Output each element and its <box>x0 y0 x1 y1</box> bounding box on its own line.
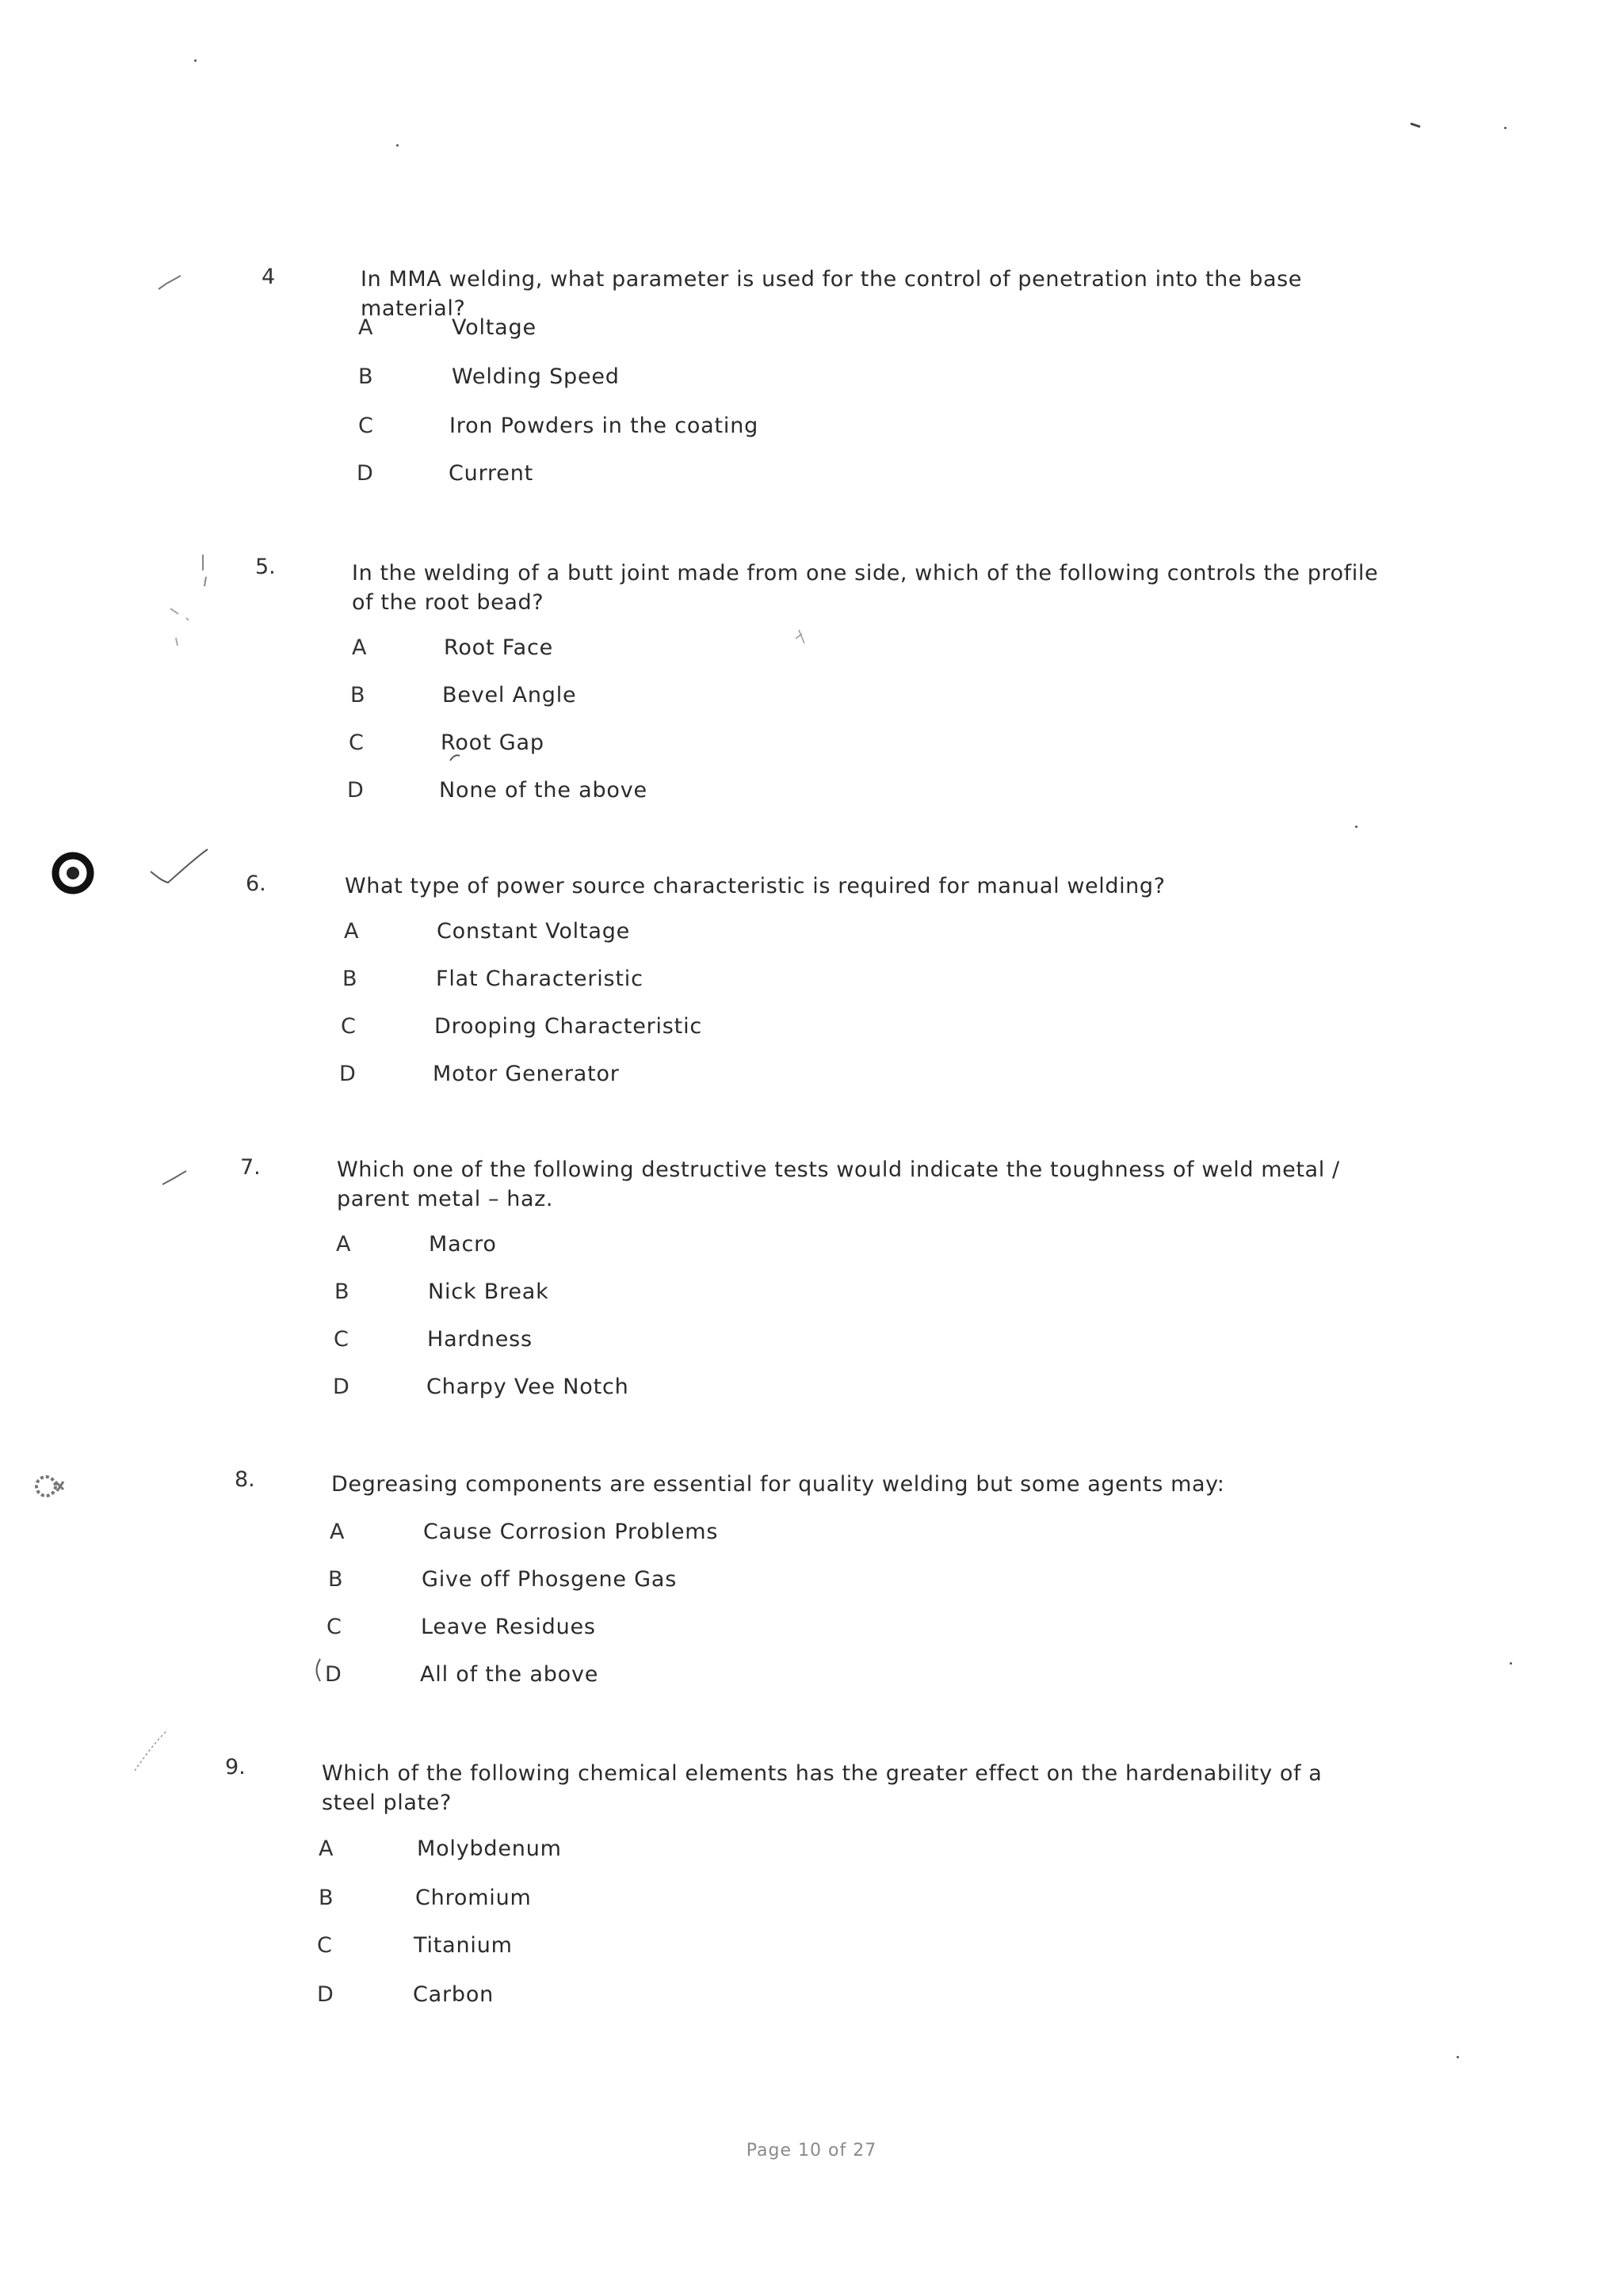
checkmark-icon <box>158 276 181 289</box>
option-letter: D <box>333 1375 349 1399</box>
option-text: All of the above <box>420 1662 599 1687</box>
question-text: Which one of the following destructive tests would indicate the toughness of weld metal / parent metal – haz. <box>337 1158 1340 1211</box>
option-letter: B <box>328 1567 343 1592</box>
option-letter: C <box>334 1327 349 1352</box>
option-text: Motor Generator <box>433 1062 620 1086</box>
page-footer: Page 10 of 27 <box>746 2141 877 2161</box>
pencil-mark-icon <box>203 555 206 586</box>
option-text: Bevel Angle <box>442 683 577 707</box>
option-text: Root Gap <box>441 730 544 755</box>
option-text: Root Face <box>444 635 554 660</box>
option-text: Chromium <box>415 1886 532 1910</box>
question-number: 4 <box>262 265 276 289</box>
checkmark-icon <box>151 849 208 883</box>
question-number: 7. <box>240 1155 261 1180</box>
option-text: Charpy Vee Notch <box>426 1375 629 1399</box>
question-text: Which of the following chemical elements has the greater effect on the hardenability of a steel plate? <box>322 1761 1323 1815</box>
question-number: 9. <box>225 1755 246 1779</box>
pencil-mark-icon <box>1411 124 1420 127</box>
option-letter: C <box>327 1615 342 1639</box>
option-letter: A <box>330 1520 345 1544</box>
option-letter: C <box>341 1014 356 1039</box>
option-letter: A <box>358 315 373 340</box>
option-text: Macro <box>429 1232 497 1257</box>
option-letter: C <box>358 414 373 438</box>
ink-smudge-icon <box>55 856 90 891</box>
pencil-mark-icon <box>450 755 460 761</box>
option-text: Molybdenum <box>417 1836 562 1861</box>
option-text: Carbon <box>413 1982 495 2007</box>
option-letter: D <box>317 1982 334 2007</box>
option-letter: D <box>339 1062 356 1086</box>
option-text: Hardness <box>427 1327 533 1352</box>
checkmark-icon <box>162 1171 186 1184</box>
option-text: Nick Break <box>428 1280 549 1304</box>
option-letter: B <box>350 683 365 707</box>
option-letter: D <box>357 461 373 486</box>
pencil-mark-icon <box>317 1659 321 1681</box>
option-text: Current <box>449 461 534 486</box>
option-letter: D <box>325 1662 342 1687</box>
option-letter: B <box>334 1280 349 1304</box>
option-text: Leave Residues <box>421 1615 596 1639</box>
option-letter: C <box>317 1933 332 1958</box>
option-text: Voltage <box>452 315 537 340</box>
option-text: Titanium <box>414 1933 513 1958</box>
option-letter: D <box>347 778 364 803</box>
pencil-mark-icon <box>135 1731 166 1771</box>
option-text: Drooping Characteristic <box>434 1014 703 1039</box>
ink-smudge-icon <box>36 1477 63 1496</box>
option-letter: C <box>349 730 364 755</box>
option-letter: B <box>358 364 373 389</box>
option-text: Cause Corrosion Problems <box>423 1520 719 1544</box>
option-letter: B <box>319 1886 334 1910</box>
option-text: Constant Voltage <box>437 919 631 944</box>
option-letter: B <box>342 967 357 991</box>
option-letter: A <box>319 1836 334 1861</box>
option-text: Give off Phosgene Gas <box>422 1567 678 1592</box>
option-text: None of the above <box>439 778 647 803</box>
question-number: 6. <box>246 871 266 896</box>
question-number: 8. <box>235 1467 255 1492</box>
option-text: Iron Powders in the coating <box>449 414 759 438</box>
pencil-mark-icon <box>170 608 189 646</box>
question-text: Degreasing components are essential for quality welding but some agents may: <box>331 1472 1225 1497</box>
option-letter: A <box>336 1232 351 1257</box>
option-letter: A <box>344 919 359 944</box>
question-text: What type of power source characteristic is required for manual welding? <box>345 874 1166 898</box>
option-letter: A <box>352 635 367 660</box>
question-text: In MMA welding, what parameter is used for the control of penetration into the base material? <box>361 267 1302 321</box>
option-text: Flat Characteristic <box>436 967 643 991</box>
question-number: 5. <box>255 555 276 579</box>
option-text: Welding Speed <box>452 364 620 389</box>
pencil-mark-icon <box>796 630 804 643</box>
question-text: In the welding of a butt joint made from one side, which of the following controls the profile of the root bead? <box>352 561 1379 615</box>
